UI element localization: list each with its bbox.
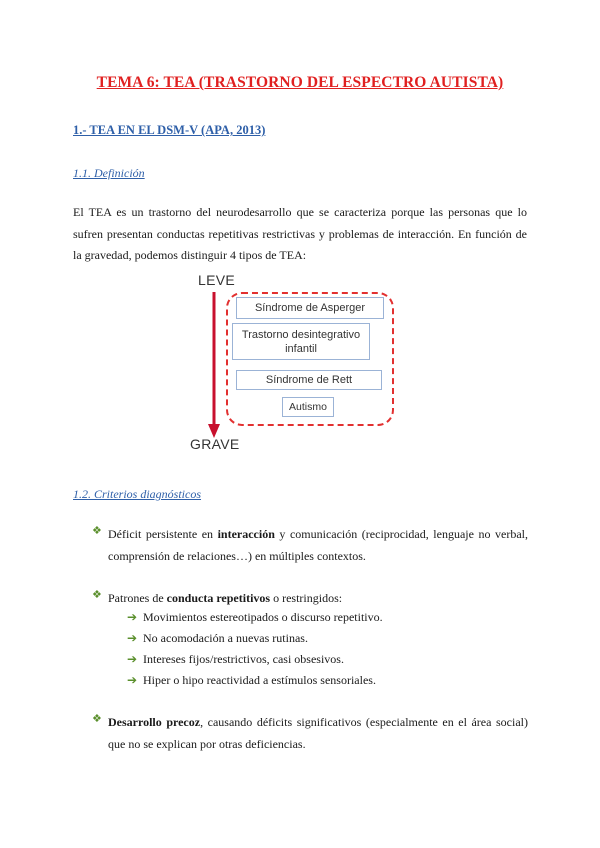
bullet-text: Desarrollo precoz, causando déficits significativos (especialmente en el área social) que no se explican por otras deficiencias. [108,715,528,751]
bullet-text: Déficit persistente en interacción y comunicación (reciprocidad, lenguaje no verbal, comprensión de relaciones…) en múltiples contextos. [108,527,528,563]
diagram-label-grave: GRAVE [190,436,240,452]
diagram-box-rett: Síndrome de Rett [236,370,382,390]
bullet-text: Patrones de conducta repetitivos o restringidos: [108,591,343,605]
diamond-bullet-icon: ❖ [92,589,102,601]
definition-paragraph [73,202,527,267]
diagram-box-desintegrativo [232,323,370,360]
tea-severity-diagram [180,270,430,460]
subsection-heading-criterios: 1.2. Criterios diagnósticos [73,487,202,501]
arrow-right-icon: ➔ [127,652,138,666]
definition-line: El TEA es un trastorno del neurodesarrollo que se caracteriza porque las personas que lo [73,205,527,219]
severity-arrow-icon [204,292,224,442]
diagram-box-asperger: Síndrome de Asperger [236,297,384,319]
page-title: TEMA 6: TEA (TRASTORNO DEL ESPECTRO AUTISTA) [96,74,504,91]
subsection-heading-definition: 1.1. Definición [73,166,145,180]
diagram-box-line: infantil [285,343,317,355]
arrow-right-icon: ➔ [127,631,138,645]
diagram-box-line: Trastorno desintegrativo [241,329,361,341]
diagram-label-leve: LEVE [198,272,235,288]
arrow-right-icon: ➔ [127,673,138,687]
diagram-box-autismo: Autismo [282,397,334,417]
definition-line: la gravedad, podemos distinguir 4 tipos de TEA: [73,248,307,262]
diamond-bullet-icon: ❖ [92,525,102,537]
diamond-bullet-icon: ❖ [92,713,102,725]
arrow-right-icon: ➔ [127,610,138,624]
section-heading: 1.- TEA EN EL DSM-V (APA, 2013) [73,123,266,137]
definition-line: sufren presentan conductas repetitivas restrictivas y problemas de interacción. En función de [73,226,527,241]
